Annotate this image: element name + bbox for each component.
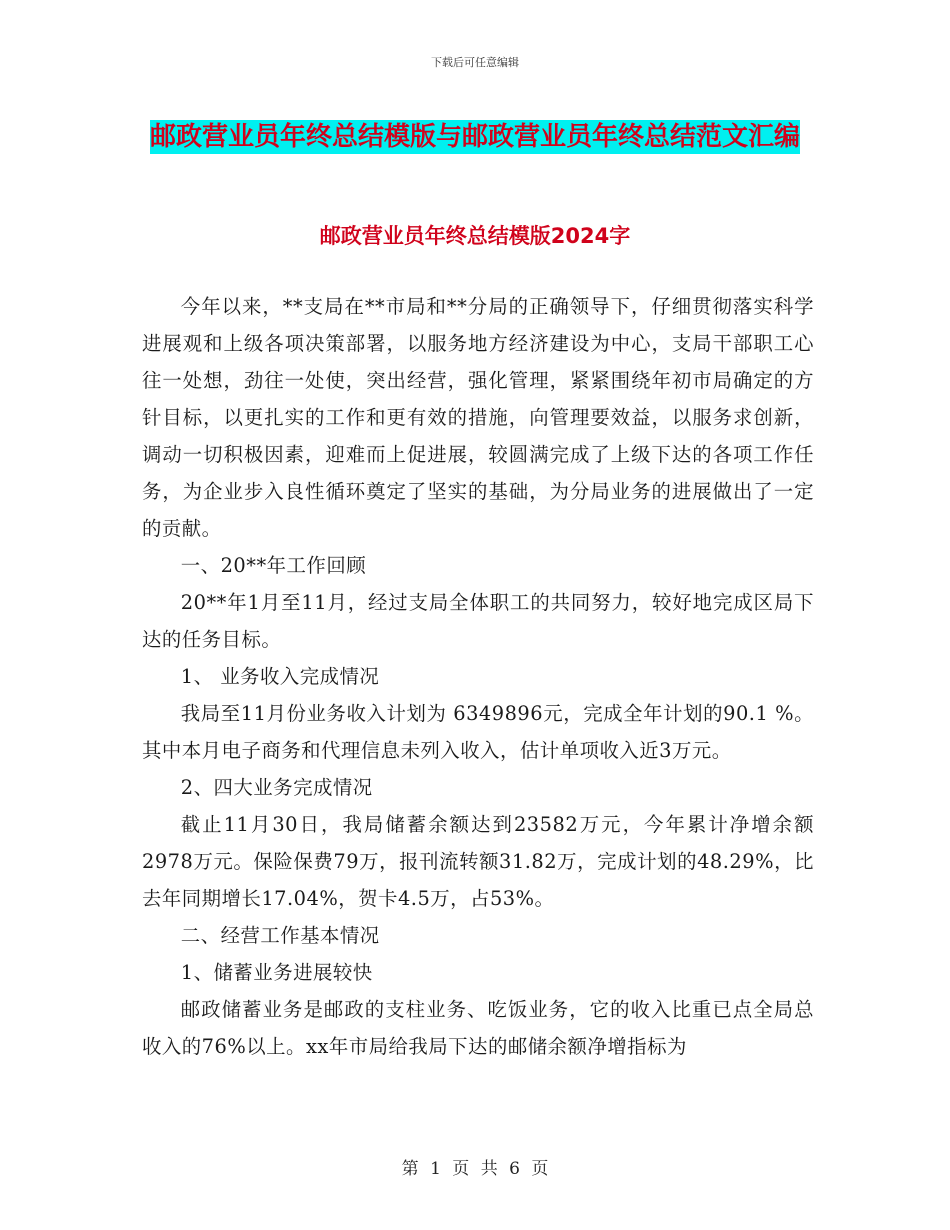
header-note: 下载后可任意编辑 (431, 56, 519, 69)
paragraph: 一、20**年工作回顾 (180, 554, 367, 577)
paragraph: 我局至11月份业务收入计划为 6349896元，完成全年计划的90.1 %。其中本月电子商务和代理信息未列入收入，估计单项收入近3万元。 (142, 702, 814, 762)
paragraph: 截止11月30日，我局储蓄余额达到23582万元，今年累计净增余额 2978万元。保险保费79万，报刊流转额31.82万，完成计划的48.29%，比去年同期增长17.04%，贺卡4.5万，占53%。 (142, 813, 814, 910)
paragraph: 邮政储蓄业务是邮政的支柱业务、吃饭业务，它的收入比重已点全局总收入的76%以上。xx年市局给我局下达的邮储余额净增指标为 (142, 998, 814, 1058)
paragraph: 2、四大业务完成情况 (180, 776, 373, 799)
document-title-text: 邮政营业员年终总结模版与邮政营业员年终总结范文汇编 (149, 122, 800, 152)
paragraph: 1、储蓄业务进展较快 (180, 961, 373, 984)
paragraph: 今年以来，**支局在**市局和**分局的正确领导下，仔细贯彻落实科学进展观和上级各项决策部署，以服务地方经济建设为中心，支局干部职工心往一处想，劲往一处使，突出经营，强化管理，紧紧围绕年初市局确定的方针目标，以更扎实的工作和更有效的措施，向管理要效益，以服务求创新，调动一切积极因素，迎难而上促进展，较圆满完成了上级下达的各项工作任务，为企业步入良性循环奠定了坚实的基础，为分局业务的进展做出了一定的贡献。 (142, 295, 814, 540)
document-title (140, 113, 810, 161)
paragraph: 二、经营工作基本情况 (180, 924, 380, 947)
page-footer: 第 1 页 共 6 页 (401, 1159, 549, 1179)
paragraph: 1、 业务收入完成情况 (180, 665, 380, 688)
section-subtitle: 邮政营业员年终总结模版2024字 (319, 224, 631, 248)
body-text (142, 288, 814, 1065)
paragraph: 20**年1月至11月，经过支局全体职工的共同努力，较好地完成区局下达的任务目标。 (142, 591, 814, 651)
